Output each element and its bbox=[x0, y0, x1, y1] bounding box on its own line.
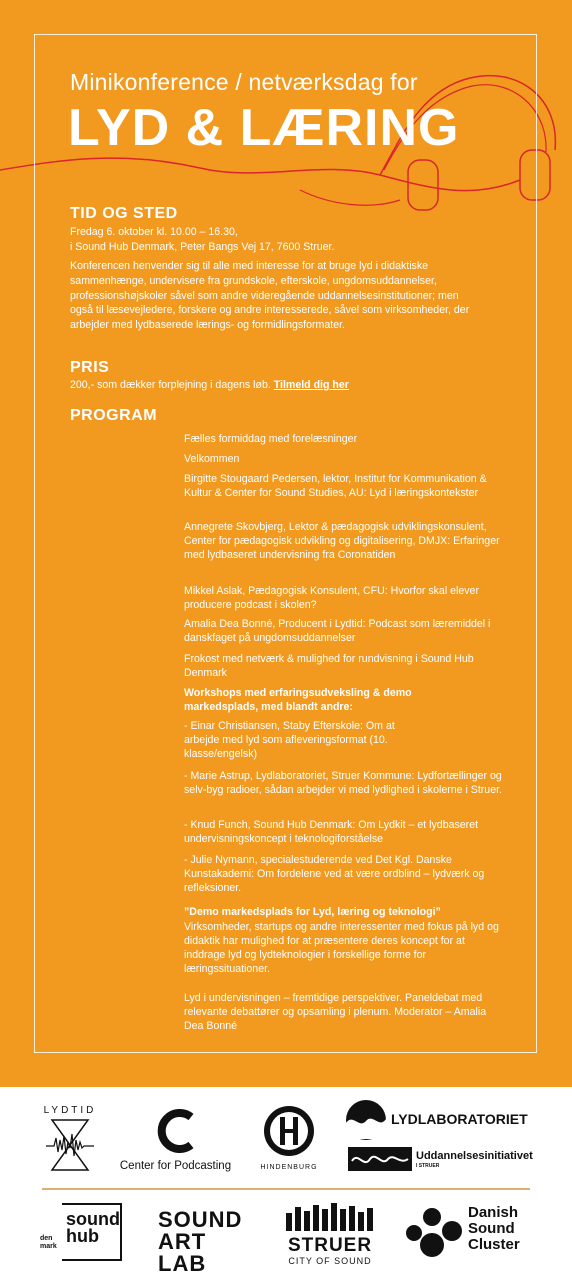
signup-link[interactable]: Tilmeld dig her bbox=[273, 379, 349, 391]
program-desc: Fælles formiddag med forelæsninger bbox=[184, 433, 358, 445]
soundartlab-logo: SOUND ART LAB bbox=[158, 1207, 243, 1276]
program-desc: Lyd i undervisningen – fremtidige perspektiver. Paneldebat med relevante debattører og opsamling i plenum. Moderator – Amalia Dea Bonné bbox=[184, 992, 487, 1032]
demo-body: Virksomheder, startups og andre interessenter med fokus på lyd og didaktik har mulighed for at præsentere deres koncept for at inddrage lyd og lydteknologier i forskellige forme for læringssituationer. bbox=[184, 921, 499, 975]
program-desc: Annegrete Skovbjerg, Lektor & pædagogisk udviklingskonsulent, Center for pædagogisk udvikling og digitalisering, DMJX: Erfaringer med lydbaseret undervisning fra Coronatiden bbox=[184, 521, 500, 561]
hindenburg-logo: HINDENBURG bbox=[258, 1103, 320, 1171]
uddannelse-wave-icon bbox=[348, 1147, 412, 1171]
pris-text: 200,- som dækker forplejning i dagens løb. bbox=[70, 379, 271, 391]
podcasting-logo: Center for Podcasting bbox=[113, 1109, 238, 1172]
soundhub-logo: sound hub den mark bbox=[40, 1203, 130, 1265]
lydtid-logo: LYDTID bbox=[40, 1105, 100, 1179]
cluster-dots-icon bbox=[402, 1203, 464, 1263]
subtitle: Minikonference / netværksdag for bbox=[70, 69, 418, 95]
program-desc: Amalia Dea Bonné, Producent i Lydtid: Podcast som læremiddel i danskfaget på ungdomsuddannelser bbox=[184, 618, 491, 644]
demo-title: ”Demo markedsplads for Lyd, læring og teknologi” bbox=[184, 906, 441, 918]
hindenburg-h-icon bbox=[261, 1103, 317, 1159]
workshop-item: - Julie Nymann, specialestuderende ved Det Kgl. Danske Kunstakademi: Om fordelene ved at være ordblind – lydværk og refleksioner. bbox=[184, 854, 485, 894]
sponsor-logos: LYDTID Center for Podcasting HINDENBURG LYDLABORATORIET Uddannelsesinitiativet I STRUER sound hub den mark SOUND ART LAB STRUER CITY OF SOUND Danish Sound Cluster bbox=[0, 1087, 572, 1281]
program-desc: Workshops med erfaringsudveksling & demo markedsplads, med blandt andre: bbox=[184, 687, 412, 713]
workshop-item: - Marie Astrup, Lydlaboratoriet, Struer Kommune: Lydfortællinger og selv-byg radioer, sådan arbejder vi med lydlighed i skolerne i Struer. bbox=[184, 770, 502, 796]
program-heading: PROGRAM bbox=[70, 407, 158, 424]
tid-og-sted-line1: Fredag 6. oktober kl. 10.00 – 16.30, bbox=[70, 226, 238, 238]
struer-bars-icon bbox=[282, 1203, 378, 1231]
workshop-item: - Knud Funch, Sound Hub Denmark: Om Lydkit – et lydbaseret undervisningskoncept i teknologiforståelse bbox=[184, 819, 479, 845]
workshop-item: - Einar Christiansen, Staby Efterskole: Om at arbejde med lyd som afleveringsformat (10. klasse/engelsk) bbox=[184, 720, 395, 760]
podcasting-c-icon bbox=[151, 1109, 201, 1153]
page-title: LYD & LÆRING bbox=[68, 99, 460, 157]
struer-logo: STRUER CITY OF SOUND bbox=[280, 1203, 380, 1266]
program-desc: Frokost med netværk & mulighed for rundvisning i Sound Hub Denmark bbox=[184, 653, 474, 679]
logo-divider bbox=[42, 1188, 530, 1190]
program-desc: Birgitte Stougaard Pedersen, lektor, Institut for Kommunikation & Kultur & Center for Sound Studies, AU: Lyd i læringskontekster bbox=[184, 473, 487, 499]
program-desc: Velkommen bbox=[184, 453, 240, 465]
hourglass-icon bbox=[40, 1116, 100, 1174]
tid-og-sted-heading: TID OG STED bbox=[70, 205, 178, 222]
program-desc: Mikkel Aslak, Pædagogisk Konsulent, CFU: Hvorfor skal elever producere podcast i skolen? bbox=[184, 585, 479, 611]
tid-og-sted-line2: i Sound Hub Denmark, Peter Bangs Vej 17, 7600 Struer. bbox=[70, 241, 335, 253]
tid-og-sted-body: Konferencen henvender sig til alle med interesse for at bruge lyd i didaktiske sammenhænge, undervisere fra grundskole, efterskole, ungdomsuddannelser, professionshøjskoler såvel som andre videregående uddannelsesinstitutioner; men også til læsevejledere, forskere og andre interesserede, såvel som virksomheder, der arbejder med lydbaserede lærings- og formidlingsformater. bbox=[70, 260, 470, 332]
pris-text-row bbox=[70, 378, 500, 393]
pris-heading: PRIS bbox=[70, 359, 110, 376]
lydlab-wave-icon bbox=[345, 1099, 387, 1141]
